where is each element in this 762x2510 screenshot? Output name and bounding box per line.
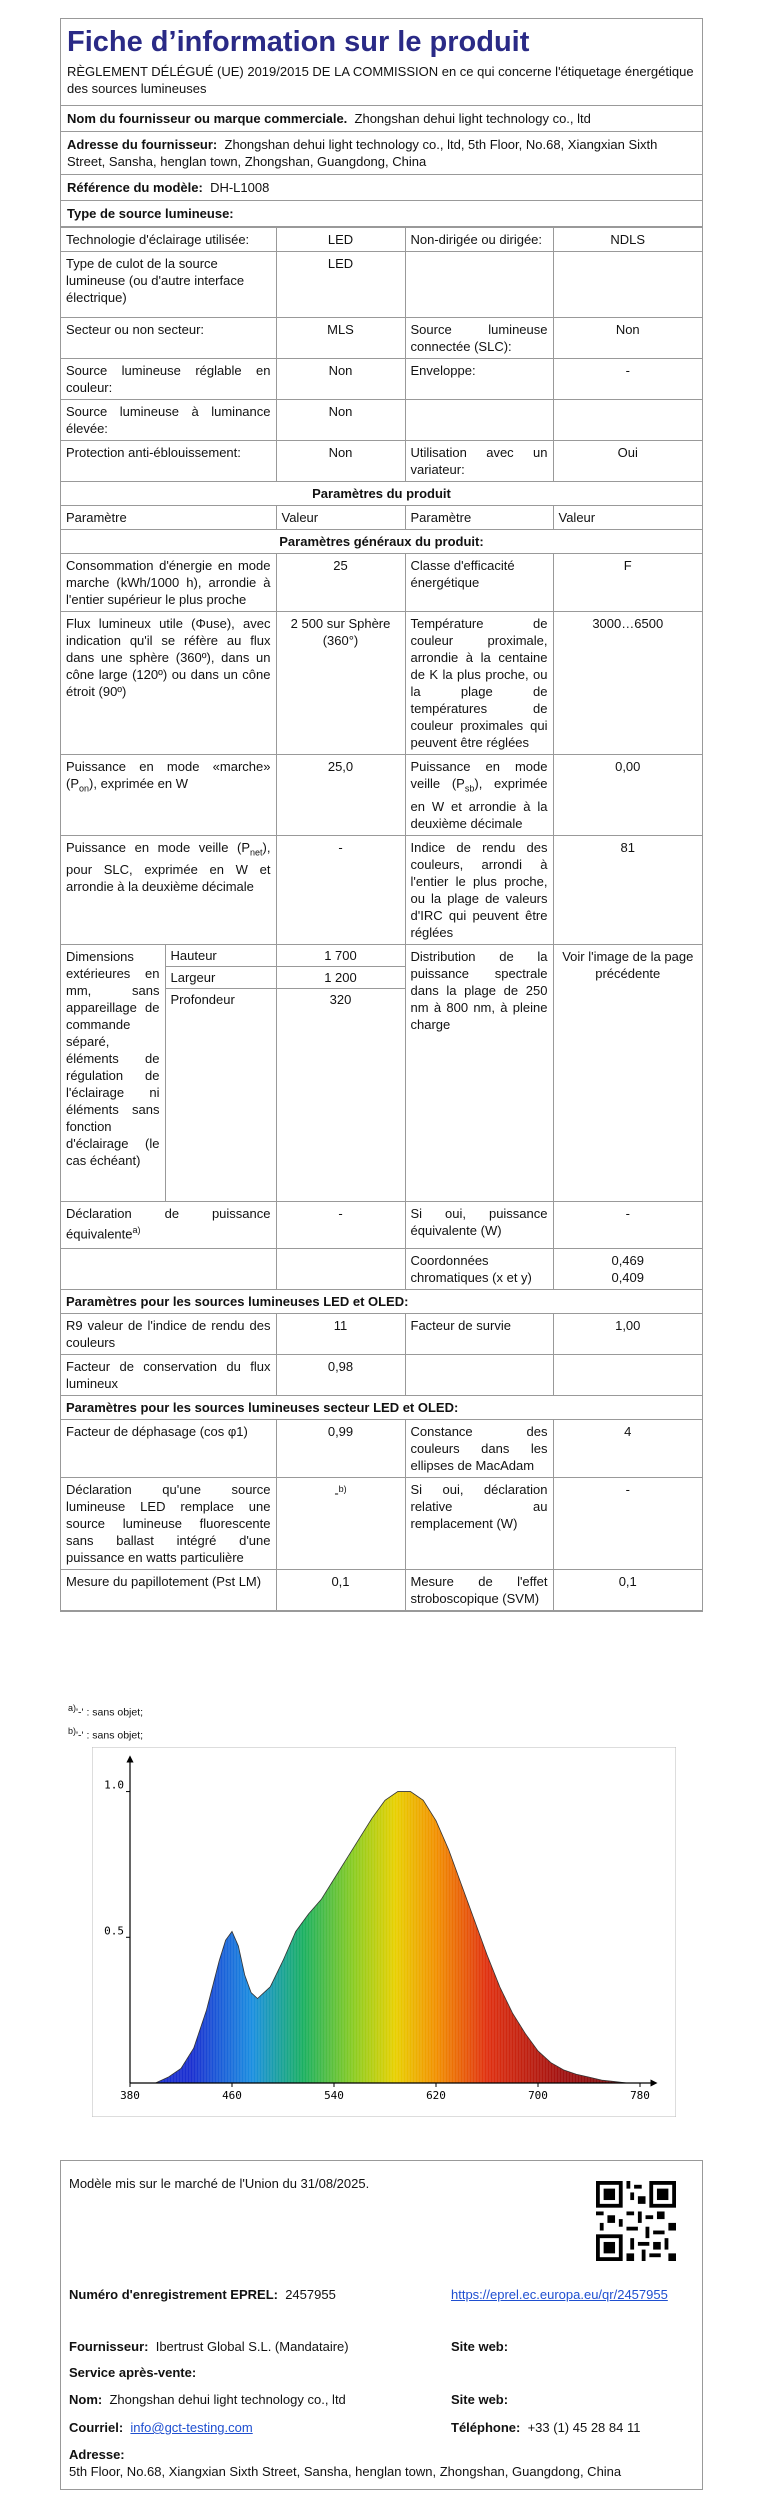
- param-cell: Facteur de déphasage (cos φ1): [61, 1419, 276, 1477]
- supplier-address-label: Adresse du fournisseur:: [67, 137, 218, 152]
- value-cell: 1,00: [553, 1313, 702, 1354]
- product-information-sheet: [60, 18, 703, 1612]
- y-tick-label: 1.0: [104, 1778, 124, 1792]
- column-header: Valeur: [276, 506, 405, 530]
- param-cell: Coordonnées chromatiques (x et y): [405, 1248, 553, 1289]
- param-cell: Classe d'efficacité énergétique: [405, 554, 553, 612]
- table-row: [61, 359, 702, 400]
- value-cell: -$^{b)}$: [276, 1477, 405, 1569]
- param-cell: Source lumineuse à luminance élevée:: [61, 400, 276, 441]
- name-row: Nom: Zhongshan dehui light technology co., ltd: [69, 2392, 346, 2407]
- value-cell: -: [553, 1477, 702, 1569]
- table-row: [61, 1354, 702, 1395]
- value-cell: 0,98: [276, 1354, 405, 1395]
- value-cell: -: [276, 1201, 405, 1248]
- x-tick-label: 460: [222, 2089, 242, 2102]
- table-row: [61, 1477, 702, 1569]
- after-sales-label: Service après-vente:: [69, 2365, 197, 2380]
- table-row: [61, 1201, 702, 1248]
- model-reference: DH-L1008: [210, 180, 270, 195]
- section-header: Paramètres généraux du produit:: [61, 530, 702, 554]
- table-row: [61, 1569, 702, 1610]
- footer-info: [60, 2160, 703, 2490]
- param-cell: Non-dirigée ou dirigée:: [405, 228, 553, 252]
- eprel-url-block: [451, 2286, 676, 2303]
- params-table: [61, 227, 702, 1611]
- y-tick-label: 0.5: [104, 1924, 124, 1938]
- param-cell: Protection anti-éblouissement:: [61, 441, 276, 482]
- column-header: Paramètre: [405, 506, 553, 530]
- table-row: [61, 1248, 702, 1289]
- footnote: $^{b)}$'-' : sans objet;: [68, 1725, 144, 1741]
- param-cell: Distribution de la puissance spectrale dans la plage de 250 nm à 800 nm, à pleine charge: [405, 944, 553, 1201]
- table-row: [61, 554, 702, 612]
- email-link[interactable]: info@gct-testing.com: [130, 2420, 253, 2435]
- param-cell: Utilisation avec un variateur:: [405, 441, 553, 482]
- value-cell: 0,99: [276, 1419, 405, 1477]
- value-cell: -: [276, 835, 405, 944]
- section-header-row: [61, 1395, 702, 1419]
- address-value: 5th Floor, No.68, Xiangxian Sixth Street, Sansha, henglan town, Zhongshan, Guangdong, China: [69, 2464, 622, 2479]
- footnote: $^{a)}$'-' : sans objet;: [68, 1703, 144, 1719]
- dimension-key: Profondeur: [170, 991, 235, 1007]
- param-cell: Mesure de l'effet stroboscopique (SVM): [405, 1569, 553, 1610]
- param-cell: Puissance en mode «marche» $(P_{on})$, exprimée en W: [61, 755, 276, 836]
- param-cell: [405, 252, 553, 318]
- supplier-address-row: [61, 132, 702, 175]
- value-cell: MLS: [276, 318, 405, 359]
- section-header: Paramètres pour les sources lumineuses secteur LED et OLED:: [61, 1395, 702, 1419]
- value-cell: -: [553, 359, 702, 400]
- value-cell: F: [553, 554, 702, 612]
- x-tick-label: 700: [528, 2089, 548, 2102]
- value-cell: 3000…6500: [553, 612, 702, 755]
- param-cell: Technologie d'éclairage utilisée:: [61, 228, 276, 252]
- value-cell: 1 200: [277, 967, 405, 989]
- value-cell: 4: [553, 1419, 702, 1477]
- table-row: [61, 612, 702, 755]
- x-tick-label: 380: [120, 2089, 140, 2102]
- param-cell: Facteur de conservation du flux lumineux: [61, 1354, 276, 1395]
- table-row: [61, 1419, 702, 1477]
- value-cell: 0,469 0,409: [553, 1248, 702, 1289]
- table-row: [61, 228, 702, 252]
- value-cell: -: [553, 1201, 702, 1248]
- page-title: Fiche d’information sur le produit: [67, 26, 530, 58]
- model-row: [61, 175, 702, 201]
- value-cell: [553, 252, 702, 318]
- eprel-row: Numéro d'enregistrement EPREL: 2457955: [69, 2287, 336, 2302]
- value-cell: Non: [276, 359, 405, 400]
- dimensions-label: Dimensions extérieures en mm, sans appareillage de commande séparé, éléments de régulation de l'éclairage ni éléments sans fonction d'éclairage (le cas échéant): [61, 945, 165, 1201]
- column-header-row: [61, 506, 702, 530]
- param-cell: Puissance en mode veille $(P_{net})$, pour SLC, exprimée en W et arrondie à la deuxième décimale: [61, 835, 276, 944]
- table-row: [61, 944, 702, 1201]
- param-cell: Consommation d'énergie en mode marche (kWh/1000 h), arrondie à l'entier supérieur le plus proche: [61, 554, 276, 612]
- value-cell: 81: [553, 835, 702, 944]
- table-row: [61, 835, 702, 944]
- param-cell: Déclaration qu'une source lumineuse LED remplace une source lumineuse fluorescente sans ballast intégré d'une puissance en watts particulière: [61, 1477, 276, 1569]
- param-cell: Mesure du papillotement (Pst LM): [61, 1569, 276, 1610]
- column-header: Valeur: [553, 506, 702, 530]
- spectral-distribution-chart: [92, 1747, 676, 2117]
- source-type-row: [61, 201, 702, 227]
- supplier-address: Zhongshan dehui light technology co., ltd, 5th Floor, No.68, Xiangxian Sixth Street, Sansha, henglan town, Zhongshan, Guangdong, China: [67, 137, 658, 169]
- value-cell: LED: [276, 228, 405, 252]
- table-row: [61, 755, 702, 836]
- value-cell: Non: [276, 441, 405, 482]
- supplier-name-label: Nom du fournisseur ou marque commerciale.: [67, 111, 348, 126]
- value-cell: 320: [329, 991, 352, 1007]
- value-cell: Non: [276, 400, 405, 441]
- eprel-link[interactable]: https://eprel.ec.europa.eu/qr/2457955: [451, 2287, 668, 2302]
- param-cell: Source lumineuse réglable en couleur:: [61, 359, 276, 400]
- value-cell: Oui: [553, 441, 702, 482]
- dimension-key: Largeur: [166, 967, 276, 989]
- value-cell: 0,00: [553, 755, 702, 836]
- param-cell: R9 valeur de l'indice de rendu des couleurs: [61, 1313, 276, 1354]
- table-row: [61, 318, 702, 359]
- param-cell: Source lumineuse connectée (SLC):: [405, 318, 553, 359]
- value-cell: 2 500 sur Sphère (360°): [276, 612, 405, 755]
- column-header: Paramètre: [61, 506, 276, 530]
- dimensions-values: [276, 944, 405, 1201]
- value-cell: 25: [276, 554, 405, 612]
- email-row: Courriel: info@gct-testing.com: [69, 2420, 253, 2435]
- value-cell: Non: [553, 318, 702, 359]
- table-row: [61, 441, 702, 482]
- param-cell: Déclaration de puissance équivalente$^{a)}$: [61, 1201, 276, 1248]
- value-cell: 25,0: [276, 755, 405, 836]
- website-label-2: Site web:: [451, 2392, 509, 2407]
- param-cell: Constance des couleurs dans les ellipses de MacAdam: [405, 1419, 553, 1477]
- regulation-text: RÈGLEMENT DÉLÉGUÉ (UE) 2019/2015 DE LA COMMISSION en ce qui concerne l'étiquetage énergétique des sources lumineuses: [61, 61, 702, 106]
- param-cell: Enveloppe:: [405, 359, 553, 400]
- value-cell: LED: [276, 252, 405, 318]
- section-header: Paramètres pour les sources lumineuses LED et OLED:: [61, 1289, 702, 1313]
- dimension-key: Hauteur: [166, 945, 276, 967]
- param-cell: Si oui, déclaration relative au remplacement (W): [405, 1477, 553, 1569]
- qr-code-icon: [596, 2181, 676, 2261]
- value-cell: 0,1: [553, 1569, 702, 1610]
- table-row: [61, 400, 702, 441]
- supplier-name-row: [61, 106, 702, 132]
- param-cell: Indice de rendu des couleurs, arrondi à l'entier le plus proche, ou la plage de valeurs d'IRC qui peuvent être réglées: [405, 835, 553, 944]
- market-date: Modèle mis sur le marché de l'Union du 31/08/2025.: [69, 2176, 370, 2191]
- param-cell: Type de culot de la source lumineuse (ou d'autre interface électrique): [61, 252, 276, 318]
- value-cell: Voir l'image de la page précédente: [553, 944, 702, 1201]
- param-cell: Secteur ou non secteur:: [61, 318, 276, 359]
- x-tick-label: 780: [630, 2089, 650, 2102]
- table-row: [61, 252, 702, 318]
- value-cell: NDLS: [553, 228, 702, 252]
- section-header-row: [61, 1289, 702, 1313]
- value-cell: 0,1: [276, 1569, 405, 1610]
- supplier-row: Fournisseur: Ibertrust Global S.L. (Mandataire): [69, 2339, 349, 2354]
- x-tick-label: 540: [324, 2089, 344, 2102]
- value-cell: 11: [276, 1313, 405, 1354]
- address-label: Adresse:: [69, 2447, 125, 2462]
- param-cell: Facteur de survie: [405, 1313, 553, 1354]
- param-cell: [405, 400, 553, 441]
- section-header: Paramètres du produit: [61, 482, 702, 506]
- website-label: Site web:: [451, 2339, 509, 2354]
- value-cell: 1 700: [277, 945, 405, 967]
- source-type-label: Type de source lumineuse:: [67, 206, 234, 221]
- eprel-number: 2457955: [285, 2287, 336, 2302]
- param-cell: Température de couleur proximale, arrondie à la centaine de K la plus proche, ou la plage de températures de couleur proximales qui peuvent être réglées: [405, 612, 553, 755]
- supplier-name: Zhongshan dehui light technology co., ltd: [354, 111, 591, 126]
- phone-row: Téléphone: +33 (1) 45 28 84 11: [451, 2420, 641, 2435]
- footnotes: [68, 1699, 143, 1744]
- param-cell: Flux lumineux utile (Φuse), avec indication qu'il se réfère au flux dans une sphère (360º), dans un cône large (120º) ou dans un cône étroit (90º): [61, 612, 276, 755]
- x-tick-label: 620: [426, 2089, 446, 2102]
- section-header-row: [61, 530, 702, 554]
- param-cell: Si oui, puissance équivalente (W): [405, 1201, 553, 1248]
- section-header-row: [61, 482, 702, 506]
- value-cell: [553, 400, 702, 441]
- param-cell: Puissance en mode veille $(P_{sb})$, exprimée en W et arrondie à la deuxième décimale: [405, 755, 553, 836]
- table-row: [61, 1313, 702, 1354]
- model-label: Référence du modèle:: [67, 180, 203, 195]
- dimensions-cell: [61, 944, 276, 1201]
